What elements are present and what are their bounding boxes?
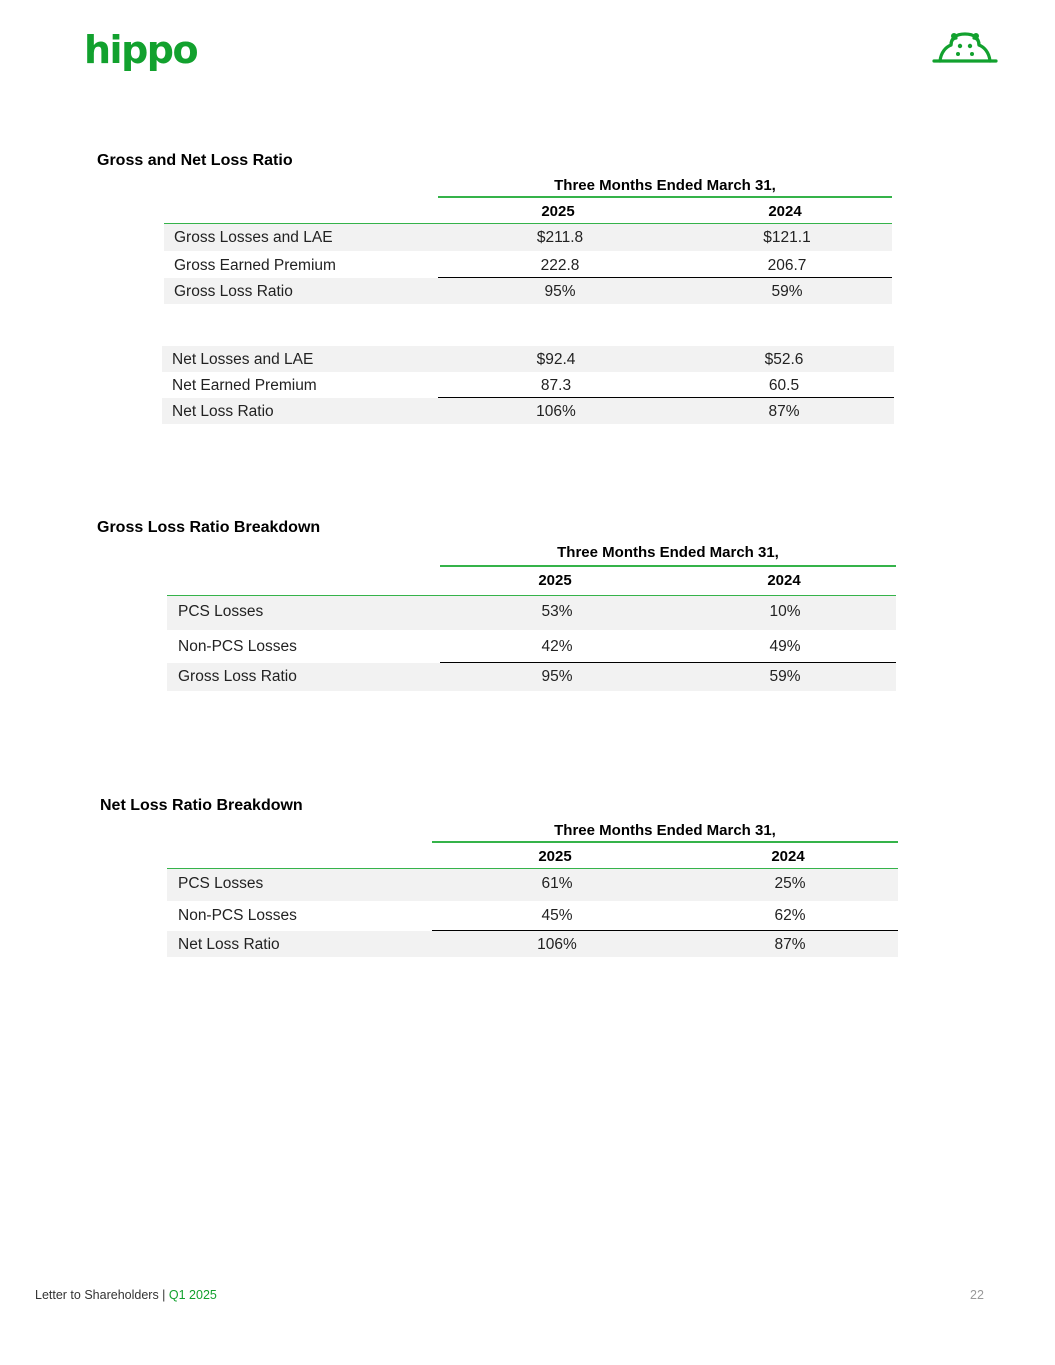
table-row — [167, 901, 898, 930]
table-row — [162, 372, 894, 397]
table-row — [167, 630, 896, 662]
value-2025: 53% — [541, 603, 573, 620]
value-2025: 95% — [541, 668, 573, 685]
section-title-gross-net-loss-ratio: Gross and Net Loss Ratio — [97, 152, 293, 169]
row-label: PCS Losses — [178, 603, 264, 620]
value-2025: 222.8 — [540, 257, 580, 274]
row-label: Gross Losses and LAE — [174, 229, 333, 246]
value-2024: $121.1 — [763, 229, 811, 246]
value-2024: 25% — [774, 875, 806, 892]
hippo-logo: hippo — [84, 28, 198, 72]
period-header: Three Months Ended March 31, — [554, 177, 776, 194]
year-header-2024: 2024 — [771, 848, 805, 865]
table-row — [167, 869, 898, 901]
year-header-2024: 2024 — [767, 572, 801, 589]
year-header-2024: 2024 — [768, 203, 802, 220]
value-2024: 59% — [771, 283, 803, 300]
period-underline — [432, 841, 898, 843]
section-title-gross-loss-breakdown: Gross Loss Ratio Breakdown — [97, 519, 321, 536]
year-header-2025: 2025 — [538, 572, 572, 589]
page-number: 22 — [970, 1288, 984, 1302]
table-row — [164, 224, 892, 251]
table-row — [167, 596, 896, 630]
row-label: Net Earned Premium — [172, 377, 317, 394]
table-row — [162, 398, 894, 424]
value-2024: 87% — [768, 403, 800, 420]
table-row — [162, 346, 894, 372]
value-2025: 87.3 — [540, 377, 572, 394]
footer-doc-label — [35, 1288, 217, 1302]
footer-doc-title: Letter to Shareholders | — [35, 1288, 169, 1302]
value-2025: 106% — [537, 936, 577, 953]
value-2025: 61% — [541, 875, 573, 892]
footer-quarter: Q1 2025 — [168, 1288, 217, 1302]
row-label: Gross Loss Ratio — [174, 283, 293, 300]
period-header: Three Months Ended March 31, — [554, 822, 776, 839]
table-row — [167, 663, 896, 691]
row-label: Non-PCS Losses — [178, 638, 297, 655]
value-2025: 45% — [541, 907, 573, 924]
value-2025: 106% — [536, 403, 576, 420]
row-label: Net Losses and LAE — [172, 351, 314, 368]
row-label: Net Loss Ratio — [178, 936, 280, 953]
row-label: Net Loss Ratio — [172, 403, 274, 420]
value-2025: 95% — [544, 283, 576, 300]
period-header: Three Months Ended March 31, — [557, 544, 779, 561]
table-row — [167, 931, 898, 957]
row-label: Gross Loss Ratio — [178, 668, 297, 685]
value-2024: 49% — [769, 638, 801, 655]
value-2024: 62% — [774, 907, 806, 924]
value-2024: 87% — [774, 936, 806, 953]
value-2024: 206.7 — [767, 257, 807, 274]
hippo-head-icon — [932, 30, 998, 66]
row-label: Non-PCS Losses — [178, 907, 297, 924]
value-2025: $211.8 — [536, 229, 584, 246]
value-2024: 10% — [769, 603, 801, 620]
period-underline — [438, 196, 892, 198]
period-underline — [440, 565, 896, 567]
table-row — [164, 278, 892, 304]
table-row — [164, 252, 892, 277]
row-label: Gross Earned Premium — [174, 257, 336, 274]
value-2024: $52.6 — [764, 351, 804, 368]
value-2024: 59% — [769, 668, 801, 685]
section-title-net-loss-breakdown: Net Loss Ratio Breakdown — [100, 797, 303, 814]
row-label: PCS Losses — [178, 875, 264, 892]
year-header-2025: 2025 — [538, 848, 572, 865]
value-2025: 42% — [541, 638, 573, 655]
value-2024: 60.5 — [768, 377, 800, 394]
value-2025: $92.4 — [536, 351, 576, 368]
year-header-2025: 2025 — [541, 203, 575, 220]
